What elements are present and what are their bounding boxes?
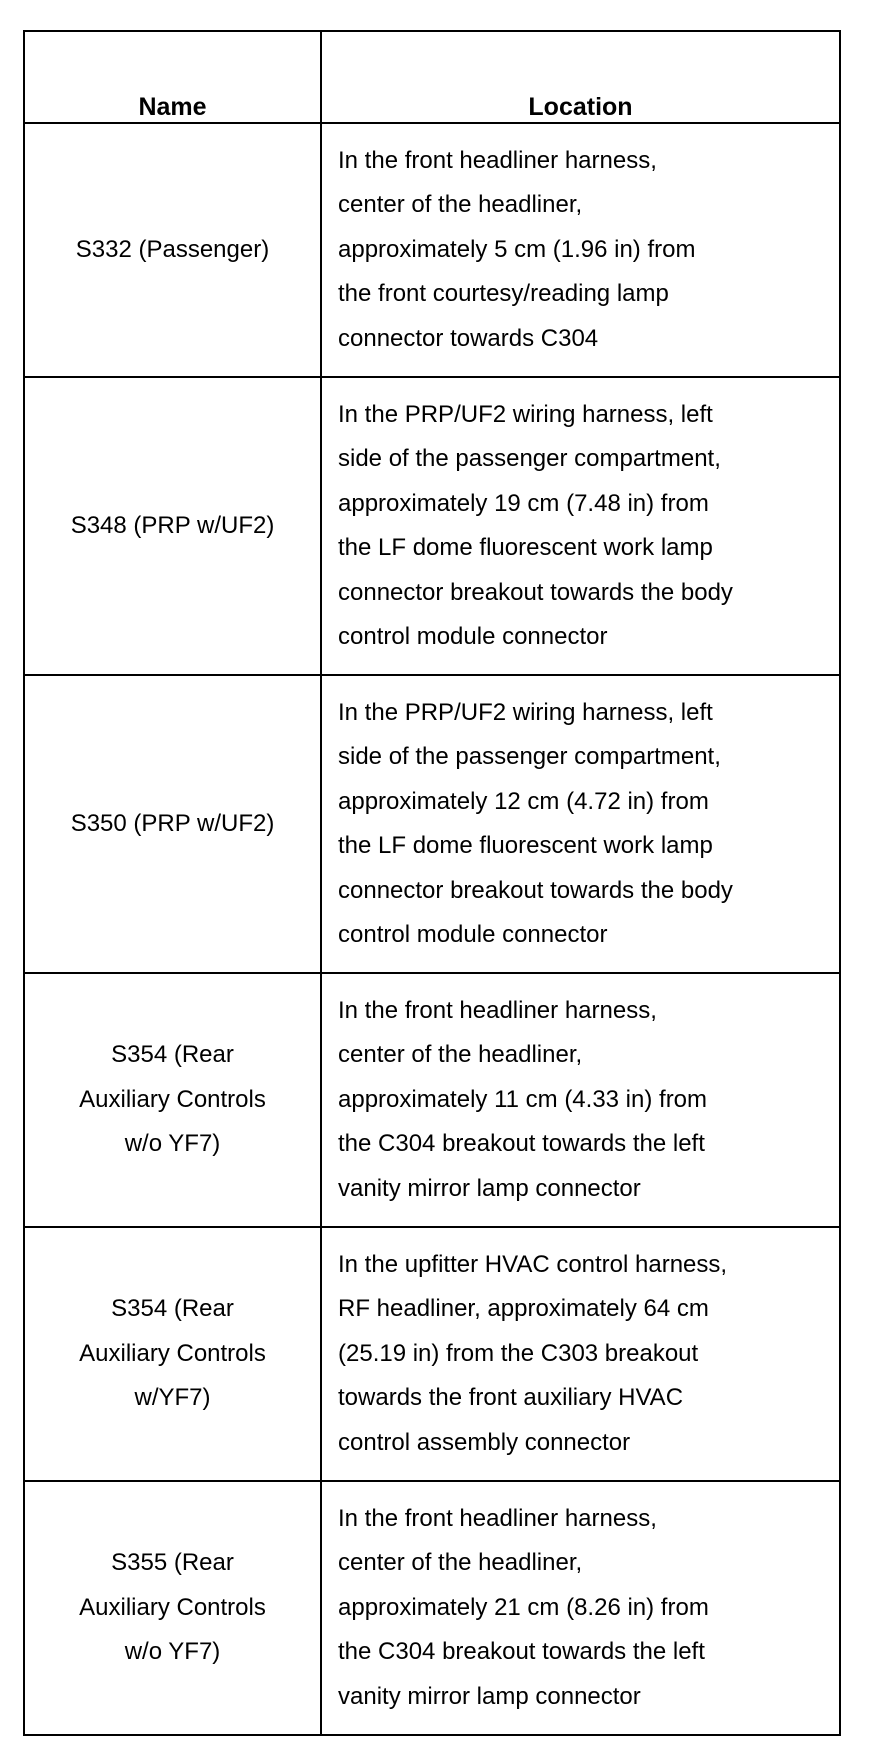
splice-name-cell xyxy=(24,1227,321,1481)
location-line: In the PRP/UF2 wiring harness, left xyxy=(338,400,713,428)
table-row xyxy=(24,123,840,377)
location-line: In the front headliner harness, xyxy=(338,146,657,174)
location-line: the C304 breakout towards the left xyxy=(338,1638,705,1666)
splice-name: Auxiliary Controls xyxy=(79,1593,266,1621)
location-line: vanity mirror lamp connector xyxy=(338,1682,641,1710)
location-line: approximately 5 cm (1.96 in) from xyxy=(338,235,696,263)
splice-name: S354 (Rear xyxy=(111,1295,234,1323)
splice-name: S332 (Passenger) xyxy=(75,235,270,263)
splice-name: S350 (PRP w/UF2) xyxy=(70,809,275,837)
splice-name-cell xyxy=(24,377,321,675)
location-line: In the front headliner harness, xyxy=(338,1504,657,1532)
splice-name-cell xyxy=(24,123,321,377)
splice-location-cell xyxy=(321,377,840,675)
location-line: connector towards C304 xyxy=(338,324,599,352)
splice-name: S355 (Rear xyxy=(111,1549,234,1577)
table-row xyxy=(24,1227,840,1481)
splice-name: Auxiliary Controls xyxy=(79,1085,266,1113)
splice-name-cell xyxy=(24,1481,321,1735)
location-line: approximately 19 cm (7.48 in) from xyxy=(338,489,709,517)
location-column-header: Location xyxy=(321,31,840,123)
location-line: side of the passenger compartment, xyxy=(338,445,721,472)
location-line: approximately 21 cm (8.26 in) from xyxy=(338,1593,709,1621)
splice-name: S354 (Rear xyxy=(111,1041,234,1069)
location-line: connector breakout towards the body xyxy=(338,578,733,606)
location-line: side of the passenger compartment, xyxy=(338,743,721,770)
location-line: center of the headliner, xyxy=(338,1041,583,1069)
location-line: In the PRP/UF2 wiring harness, left xyxy=(338,698,713,726)
location-line: the LF dome fluorescent work lamp xyxy=(338,832,713,859)
table-row xyxy=(24,1481,840,1735)
name-column-header: Name xyxy=(24,31,321,123)
location-line: approximately 12 cm (4.72 in) from xyxy=(338,787,709,815)
splice-location-cell xyxy=(321,1481,840,1735)
splice-name: w/o YF7) xyxy=(124,1638,221,1666)
location-line: the LF dome fluorescent work lamp xyxy=(338,534,713,561)
location-line: center of the headliner, xyxy=(338,191,583,219)
location-line: (25.19 in) from the C303 breakout xyxy=(338,1339,699,1367)
location-line: RF headliner, approximately 64 cm xyxy=(338,1295,709,1323)
splice-location-cell xyxy=(321,1227,840,1481)
location-line: control module connector xyxy=(338,921,608,948)
location-line: control module connector xyxy=(338,623,608,650)
splice-location-cell xyxy=(321,973,840,1227)
location-line: In the upfitter HVAC control harness, xyxy=(338,1250,728,1278)
header-row xyxy=(24,31,840,123)
splice-name: w/o YF7) xyxy=(124,1130,221,1158)
location-line: In the front headliner harness, xyxy=(338,996,657,1024)
location-line: connector breakout towards the body xyxy=(338,876,733,904)
location-line: the front courtesy/reading lamp xyxy=(338,280,669,308)
location-line: vanity mirror lamp connector xyxy=(338,1174,641,1202)
location-line: center of the headliner, xyxy=(338,1549,583,1577)
table-row xyxy=(24,377,840,675)
splice-location-table xyxy=(23,30,841,1736)
location-line: control assembly connector xyxy=(338,1428,631,1456)
splice-name-cell xyxy=(24,675,321,973)
table-row xyxy=(24,973,840,1227)
splice-name-cell xyxy=(24,973,321,1227)
table-row xyxy=(24,675,840,973)
splice-location-cell xyxy=(321,123,840,377)
splice-name: Auxiliary Controls xyxy=(79,1339,266,1367)
splice-location-cell xyxy=(321,675,840,973)
location-line: approximately 11 cm (4.33 in) from xyxy=(338,1085,708,1113)
splice-name: S348 (PRP w/UF2) xyxy=(70,511,275,539)
location-line: towards the front auxiliary HVAC xyxy=(338,1384,684,1412)
location-line: the C304 breakout towards the left xyxy=(338,1130,705,1158)
splice-name: w/YF7) xyxy=(134,1384,211,1412)
